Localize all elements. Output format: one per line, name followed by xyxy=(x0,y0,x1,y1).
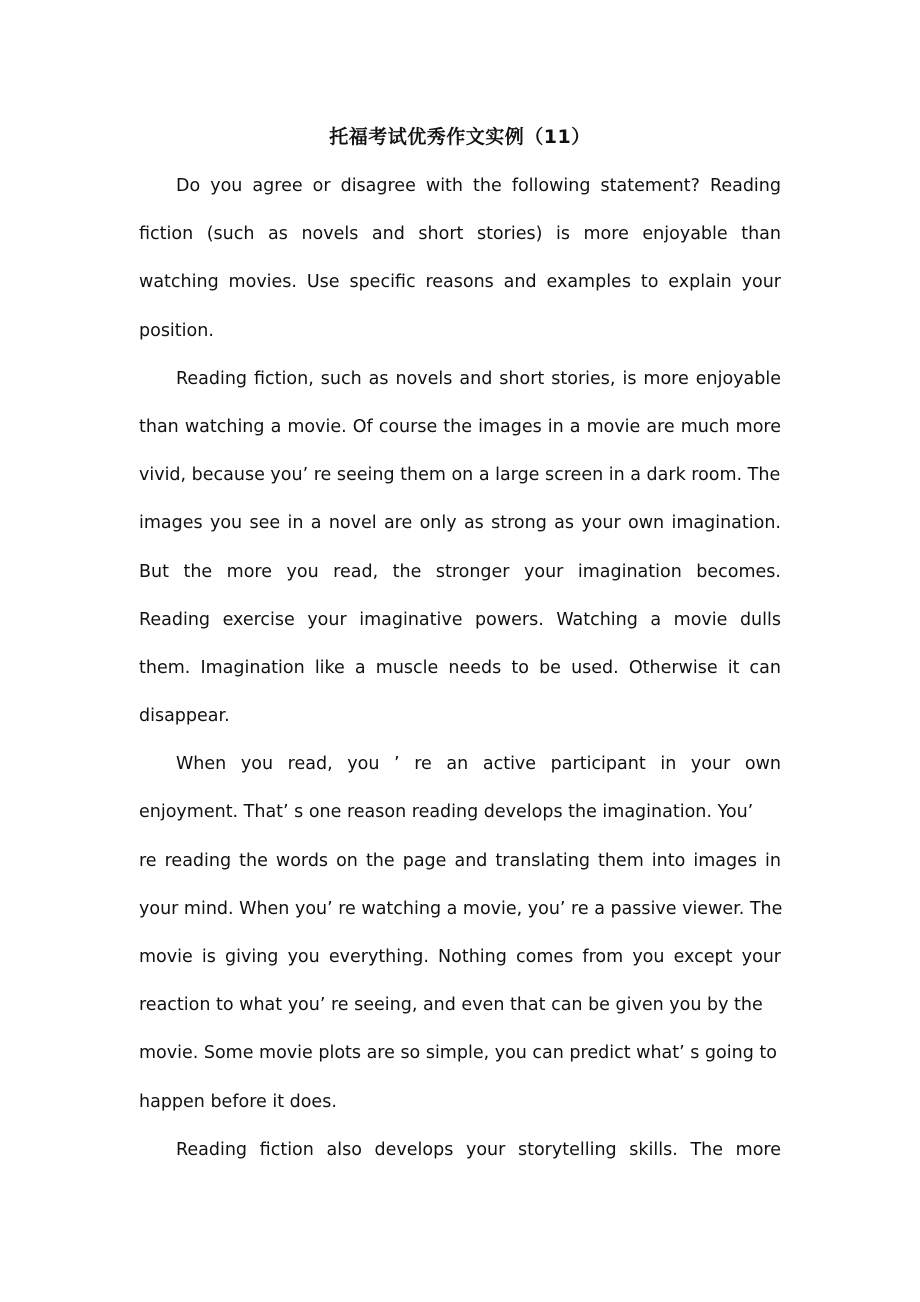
essay-paragraph-1 xyxy=(139,355,781,741)
text-line: happen before it does. xyxy=(139,1091,337,1112)
page-title: 托福考试优秀作文实例（11） xyxy=(329,126,591,148)
text-line: re reading the words on the page and translating them into images in xyxy=(139,850,781,871)
text-line: position. xyxy=(139,320,214,341)
text-line: vivid, because you’ re seeing them on a large screen in a dark room. The xyxy=(139,465,781,486)
prompt-paragraph xyxy=(139,162,781,355)
text-line: them. Imagination like a muscle needs to be used. Otherwise it can xyxy=(139,657,781,678)
essay-paragraph-2 xyxy=(139,740,781,1126)
text-line: disappear. xyxy=(139,706,230,727)
text-line: movie is giving you everything. Nothing comes from you except your xyxy=(139,947,781,967)
text-line: reaction to what you’ re seeing, and even that can be given you by the xyxy=(139,995,763,1016)
text-line: Reading exercise your imaginative powers. Watching a movie dulls xyxy=(139,609,781,630)
text-line: watching movies. Use specific reasons and examples to explain your xyxy=(139,272,781,293)
essay-paragraph-3 xyxy=(139,1126,781,1174)
text-line: But the more you read, the stronger your imagination becomes. xyxy=(139,561,781,582)
text-line: Reading fiction, such as novels and short stories, is more enjoyable xyxy=(176,368,781,389)
text-line: enjoyment. That’ s one reason reading develops the imagination. You’ xyxy=(139,802,754,823)
text-line: When you read, you ’ re an active participant in your own xyxy=(176,754,781,775)
text-line: images you see in a novel are only as strong as your own imagination. xyxy=(139,513,781,534)
text-line: movie. Some movie plots are so simple, you can predict what’ s going to xyxy=(139,1043,777,1064)
text-line: Reading fiction also develops your storytelling skills. The more xyxy=(176,1139,781,1160)
text-line: Do you agree or disagree with the following statement? Reading xyxy=(176,176,781,196)
essay-body xyxy=(139,162,781,1174)
text-line: fiction (such as novels and short stories) is more enjoyable than xyxy=(139,224,781,245)
text-line: than watching a movie. Of course the images in a movie are much more xyxy=(139,416,781,437)
text-line: your mind. When you’ re watching a movie, you’ re a passive viewer. The xyxy=(139,898,783,919)
